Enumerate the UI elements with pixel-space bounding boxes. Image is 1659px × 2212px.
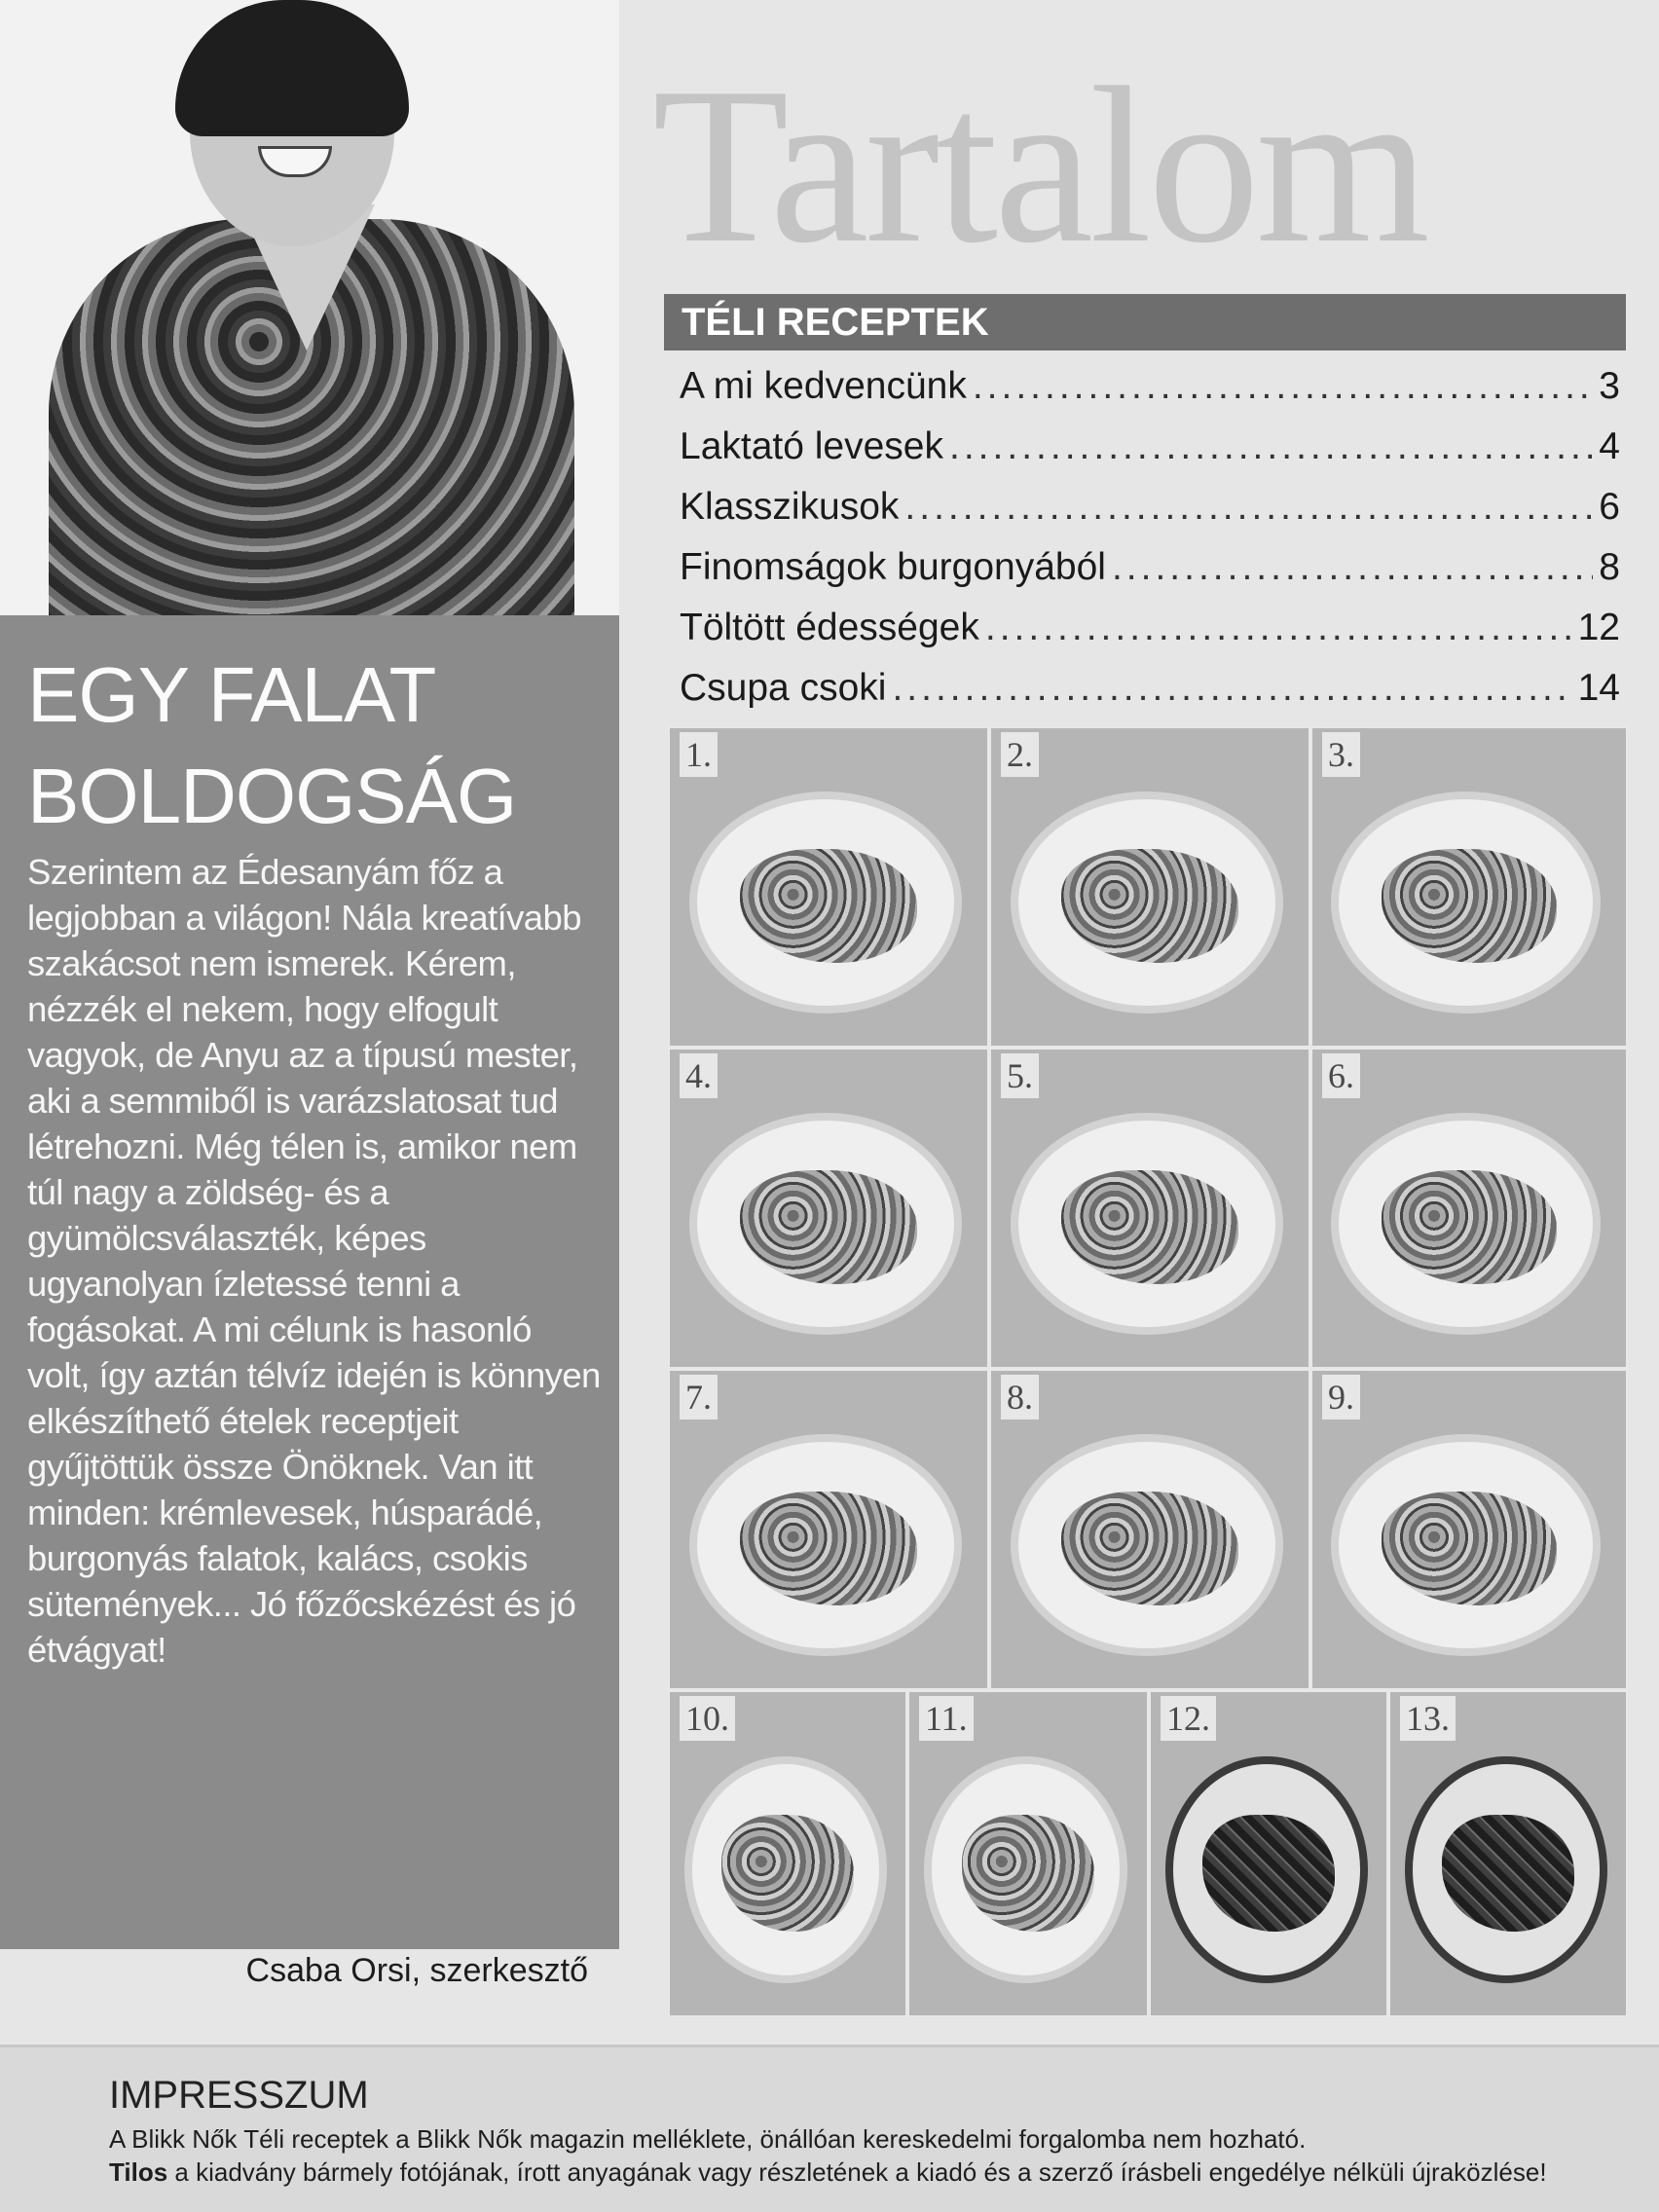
toc-item-label: Finomságok burgonyából [680,546,1106,588]
editor-signature: Csaba Orsi, szerkesztő [245,1952,588,1989]
toc-leader-dots [973,356,1593,417]
toc-item[interactable] [680,417,1620,477]
toc-leader-dots [949,417,1593,477]
recipe-photo-4 [668,1048,989,1369]
intro-title-line1: EGY FALAT [27,651,436,738]
toc-item-label: Csupa csoki [680,667,887,709]
intro-text: Szerintem az Édesanyám főz a legjobban a világon! Nála kreatívabb szakácsot nem ismerek. Kérem, nézzék el nekem, hogy elfogult vagyok, de Anyu az a típusú mester, aki a semmiből is varázslatosat tud létrehozni. Még télen is, amikor nem túl nagy a zöldség- és a gyümölcsválaszték, képes ugyanolyan ízletessé tenni a fogásokat. A mi célunk is hasonló volt, így aztán télvíz idején is könnyen elkészíthető ételek receptjeit gyűjtöttük össze Önöknek. Van itt minden: krémlevesek, húsparádé, burgonyás falatok, kalács, csokis sütemények... Jó főzőcskézést és jó étvágyat! [27,852,601,1670]
recipe-photo-5 [989,1048,1310,1369]
recipe-photo-13 [1388,1690,1628,2017]
toc-leader-dots [892,658,1571,719]
toc-item[interactable] [680,356,1620,417]
recipe-photo-10 [668,1690,907,2017]
impresszum-warning-bold: Tilos [109,2157,168,2187]
photo-number: 3. [1322,732,1360,777]
photo-number: 6. [1322,1053,1360,1098]
toc-item-label: A mi kedvencünk [680,365,967,407]
photo-number: 9. [1322,1375,1360,1419]
toc-item-label: Töltött édességek [680,607,979,648]
toc-item[interactable] [680,658,1620,719]
impresszum-line1: A Blikk Nők Téli receptek a Blikk Nők magazin melléklete, önállóan kereskedelmi forgalomba nem hozható. [109,2124,1307,2154]
portrait-hair [175,0,409,136]
toc-section-title: TÉLI RECEPTEK [664,294,1626,350]
toc-item-label: Laktató levesek [680,425,944,467]
toc-item[interactable] [680,537,1620,598]
photo-number: 13. [1400,1696,1456,1741]
recipe-photo-8 [989,1369,1310,1690]
recipe-photo-11 [907,1690,1149,2017]
intro-box [0,615,619,1949]
photo-number: 8. [1001,1375,1039,1419]
toc-item-page: 4 [1599,425,1620,467]
toc-item[interactable] [680,598,1620,658]
impresszum-box [0,2045,1659,2212]
recipe-photo-1 [668,726,989,1048]
toc-item-page: 14 [1577,667,1620,709]
recipe-photo-7 [668,1369,989,1690]
photo-number: 5. [1001,1053,1039,1098]
toc-item-page: 6 [1599,486,1620,528]
recipe-photo-grid [668,726,1628,2017]
impresszum-title: IMPRESSZUM [109,2074,369,2117]
photo-number: 4. [680,1053,718,1098]
toc-item-label: Klasszikusok [680,486,900,528]
toc-leader-dots [985,598,1572,658]
recipe-photo-6 [1310,1048,1628,1369]
toc-leader-dots [904,477,1593,537]
toc-leader-dots [1112,537,1593,598]
toc-item-page: 3 [1599,365,1620,407]
impresszum-warning-text: a kiadvány bármely fotójának, írott anyagának vagy részletének a kiadó és a szerző írásbeli engedélye nélküli újraközlése! [167,2157,1547,2187]
photo-number: 10. [680,1696,735,1741]
toc-item[interactable] [680,477,1620,537]
photo-number: 7. [680,1375,718,1419]
editor-portrait [0,0,619,615]
photo-number: 12. [1161,1696,1216,1741]
intro-title [27,645,611,847]
photo-number: 1. [680,732,718,777]
recipe-photo-2 [989,726,1310,1048]
toc-list [680,356,1620,719]
toc-item-page: 12 [1577,607,1620,648]
recipe-photo-9 [1310,1369,1628,1690]
recipe-photo-3 [1310,726,1628,1048]
page-title: Tartalom [652,41,1426,289]
toc-item-page: 8 [1599,546,1620,588]
impresszum-line2 [109,2157,1628,2188]
photo-number: 2. [1001,732,1039,777]
intro-title-line2: BOLDOGSÁG [27,753,517,839]
photo-number: 11. [919,1696,974,1741]
recipe-photo-12 [1149,1690,1388,2017]
